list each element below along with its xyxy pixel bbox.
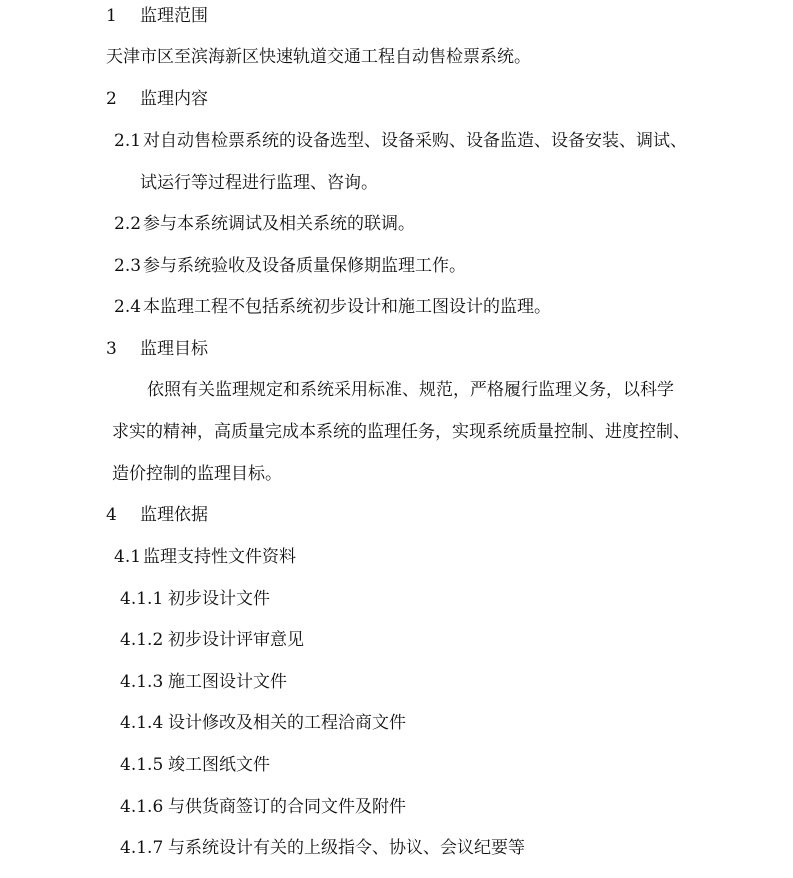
paragraph-line — [112, 462, 282, 486]
paragraph-text: 造价控制的监理目标。 — [112, 464, 282, 484]
item-text: 试运行等过程进行监理、咨询。 — [140, 173, 378, 193]
section-title: 监理内容 — [140, 89, 208, 109]
paragraph-line — [147, 378, 674, 402]
item-text: 与供货商签订的合同文件及附件 — [168, 797, 406, 817]
item-text: 参与系统验收及设备质量保修期监理工作。 — [143, 256, 466, 276]
paragraph-line — [112, 420, 690, 444]
section-heading — [106, 87, 208, 111]
item-text: 与系统设计有关的上级指令、协议、会议纪要等 — [168, 838, 525, 858]
section-title: 监理目标 — [140, 339, 208, 359]
sub-list-item — [120, 795, 406, 819]
item-text: 设计修改及相关的工程洽商文件 — [168, 713, 406, 733]
sub-list-item — [120, 711, 406, 735]
item-text: 竣工图纸文件 — [168, 755, 270, 775]
list-item: 2.3 参与系统验收及设备质量保修期监理工作。 — [114, 256, 466, 276]
section-number: 4 — [106, 505, 117, 525]
sub-list-item — [120, 836, 525, 860]
paragraph-line — [106, 45, 531, 69]
paragraph-text: 天津市区至滨海新区快速轨道交通工程自动售检票系统。 — [106, 47, 531, 67]
list-item: 2.2 参与本系统调试及相关系统的联调。 — [114, 214, 415, 234]
section-title: 监理依据 — [140, 505, 208, 525]
paragraph-text: 依照有关监理规定和系统采用标准、规范，严格履行监理义务，以科学 — [147, 380, 674, 400]
sub-list-item — [120, 628, 304, 652]
item-number: 4.1.5 — [120, 755, 164, 775]
item-number: 4.1.3 — [120, 672, 164, 692]
item-text: 参与本系统调试及相关系统的联调。 — [143, 214, 415, 234]
item-text: 本监理工程不包括系统初步设计和施工图设计的监理。 — [143, 297, 551, 317]
paragraph-text: 求实的精神，高质量完成本系统的监理任务，实现系统质量控制、进度控制、 — [112, 422, 690, 442]
section-number: 1 — [106, 6, 117, 26]
item-text: 初步设计文件 — [168, 589, 270, 609]
section-number: 3 — [106, 339, 117, 359]
list-item: 2.1 对自动售检票系统的设备选型、设备采购、设备监造、设备安装、调试、 — [114, 131, 687, 151]
sub-list-item — [120, 670, 287, 694]
item-text: 初步设计评审意见 — [168, 630, 304, 650]
section-heading — [106, 337, 208, 361]
list-item-continuation — [140, 171, 378, 195]
section-heading — [106, 503, 208, 527]
item-number: 4.1.4 — [120, 713, 164, 733]
item-number: 4.1.6 — [120, 797, 164, 817]
item-text: 施工图设计文件 — [168, 672, 287, 692]
list-item: 2.4 本监理工程不包括系统初步设计和施工图设计的监理。 — [114, 297, 551, 317]
section-number: 2 — [106, 89, 117, 109]
item-text: 对自动售检票系统的设备选型、设备采购、设备监造、设备安装、调试、 — [143, 131, 687, 151]
sub-list-item — [120, 753, 270, 777]
item-number: 4.1.1 — [120, 589, 164, 609]
list-item: 4.1 监理支持性文件资料 — [114, 547, 296, 567]
item-number: 4.1.2 — [120, 630, 164, 650]
item-number: 4.1.7 — [120, 838, 164, 858]
sub-list-item — [120, 587, 270, 611]
item-text: 监理支持性文件资料 — [143, 547, 296, 567]
section-heading — [106, 4, 208, 28]
section-title: 监理范围 — [140, 6, 208, 26]
